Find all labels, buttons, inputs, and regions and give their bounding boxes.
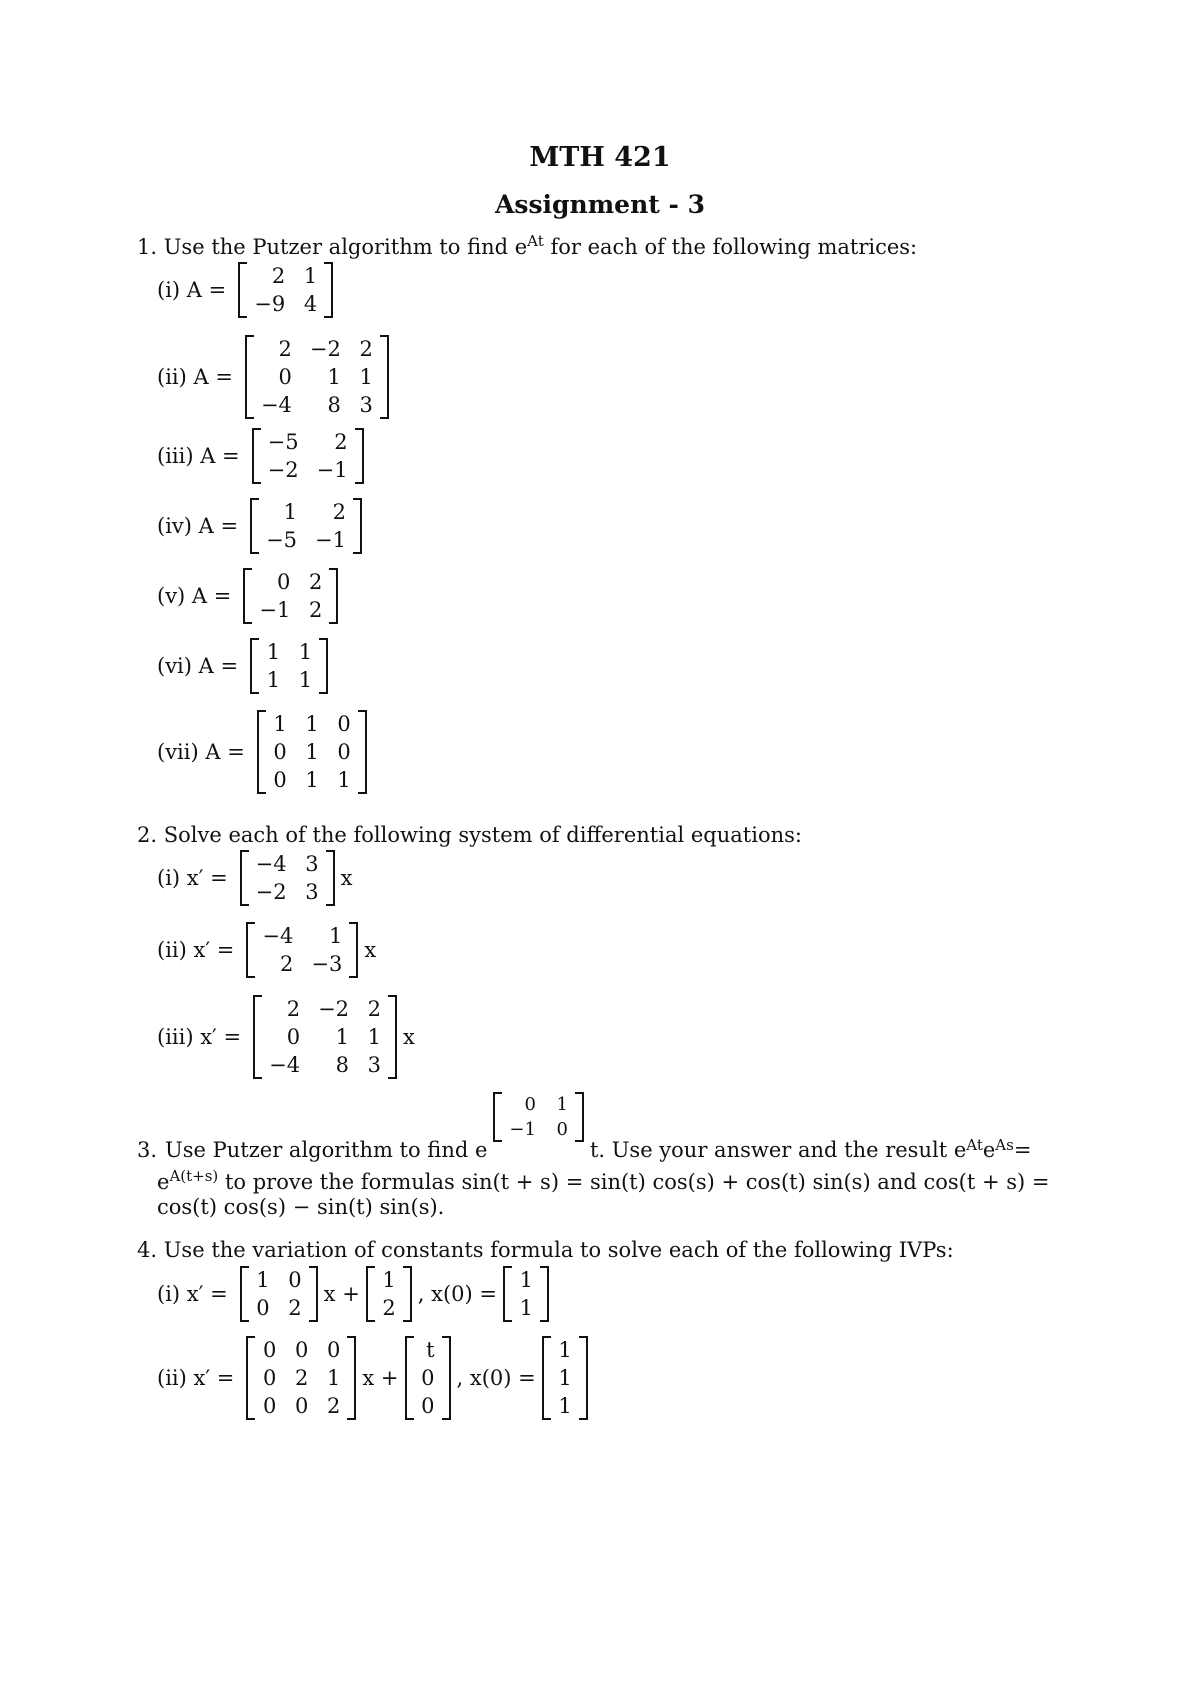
matrix-entry: −2 bbox=[318, 997, 350, 1021]
problem-4-item bbox=[157, 1336, 594, 1420]
problem-1-item bbox=[157, 262, 339, 318]
matrix-entry: 2 bbox=[308, 598, 323, 622]
matrix-entry: 1 bbox=[328, 924, 343, 948]
matrix-entry: −5 bbox=[267, 430, 299, 454]
problem-text: Use the Putzer algorithm to find e bbox=[163, 235, 528, 259]
initial-condition: , x(0) = bbox=[456, 1366, 536, 1390]
matrix-entry: 1 bbox=[367, 1025, 382, 1049]
item-label: (v) A = bbox=[157, 584, 232, 608]
item-label: (ii) A = bbox=[157, 365, 233, 389]
problem-2-item bbox=[157, 850, 352, 906]
matrix-entry: 1 bbox=[283, 500, 298, 524]
item-label: (i) x′ = bbox=[157, 1282, 228, 1306]
matrix-entry: 0 bbox=[286, 1025, 301, 1049]
matrix-entry: 0 bbox=[337, 712, 351, 736]
vector-x: x bbox=[340, 866, 353, 890]
matrix-entry: −4 bbox=[260, 393, 292, 417]
matrix-entry: 1 bbox=[558, 1394, 572, 1418]
matrix-entry: 0 bbox=[273, 740, 287, 764]
matrix-entry: 1 bbox=[335, 1025, 350, 1049]
exponent: At bbox=[527, 232, 544, 250]
item-label: (iv) A = bbox=[157, 514, 239, 538]
problem-text: = bbox=[1013, 1138, 1032, 1162]
problem-text: Use the variation of constants formula to solve each of the following IVPs: bbox=[163, 1238, 954, 1262]
initial-vector bbox=[542, 1336, 588, 1420]
matrix-entry: 0 bbox=[337, 740, 351, 764]
matrix-entry: 0 bbox=[327, 1338, 341, 1362]
problem-text: e bbox=[157, 1170, 170, 1194]
matrix bbox=[250, 638, 328, 694]
problem-2-item bbox=[157, 995, 415, 1079]
matrix-entry: 0 bbox=[295, 1338, 309, 1362]
problem-text: Use Putzer algorithm to find e bbox=[165, 1138, 488, 1162]
matrix-entry: 2 bbox=[308, 570, 323, 594]
course-title: MTH 421 bbox=[529, 142, 671, 173]
matrix-entry: 2 bbox=[327, 1394, 341, 1418]
matrix-entry: 8 bbox=[335, 1053, 350, 1077]
item-label: (iii) A = bbox=[157, 444, 240, 468]
matrix-entry: −2 bbox=[309, 337, 341, 361]
problem-number: 3. bbox=[137, 1138, 158, 1162]
matrix-entry: 3 bbox=[305, 852, 319, 876]
matrix-entry: 1 bbox=[556, 1094, 568, 1115]
matrix-entry: 1 bbox=[266, 640, 281, 664]
item-label: (iii) x′ = bbox=[157, 1025, 242, 1049]
problem-text: Solve each of the following system of differential equations: bbox=[163, 823, 802, 847]
vector-x: x bbox=[403, 1025, 415, 1049]
matrix-entry: 4 bbox=[303, 292, 318, 316]
matrix bbox=[245, 335, 389, 419]
matrix-entry: −4 bbox=[269, 1053, 301, 1077]
matrix-entry: 1 bbox=[305, 740, 319, 764]
problem-2-statement bbox=[137, 823, 802, 847]
matrix bbox=[250, 498, 362, 554]
problem-3-statement bbox=[137, 1094, 1032, 1162]
matrix-entry: −1 bbox=[259, 598, 291, 622]
problem-1-statement bbox=[137, 232, 917, 259]
matrix-entry: 0 bbox=[263, 1366, 277, 1390]
matrix bbox=[252, 428, 364, 484]
matrix-entry: 2 bbox=[271, 264, 286, 288]
matrix-entry: −1 bbox=[509, 1119, 536, 1140]
matrix-entry: −1 bbox=[316, 458, 348, 482]
exponent: At bbox=[966, 1136, 983, 1154]
matrix-entry: 8 bbox=[327, 393, 341, 417]
matrix-entry: 2 bbox=[334, 430, 348, 454]
matrix-entry: −2 bbox=[255, 880, 287, 904]
problem-1-item bbox=[157, 498, 368, 554]
matrix bbox=[243, 568, 338, 624]
problem-1-item bbox=[157, 638, 334, 694]
matrix-entry: 0 bbox=[278, 365, 292, 389]
exponent: A(t+s) bbox=[169, 1167, 219, 1185]
forcing-vector bbox=[405, 1336, 451, 1420]
exponent-matrix bbox=[493, 1092, 584, 1142]
problem-number: 4. bbox=[137, 1238, 158, 1262]
matrix-entry: 2 bbox=[286, 997, 301, 1021]
item-label: (i) x′ = bbox=[157, 866, 228, 890]
matrix bbox=[240, 1266, 318, 1322]
initial-condition: , x(0) = bbox=[417, 1282, 498, 1306]
matrix-entry: 2 bbox=[382, 1296, 396, 1320]
matrix-entry: 1 bbox=[298, 668, 313, 692]
matrix bbox=[246, 1336, 356, 1420]
matrix-entry: 1 bbox=[327, 365, 341, 389]
initial-vector bbox=[503, 1266, 549, 1322]
matrix-entry: −9 bbox=[254, 292, 286, 316]
problem-4-statement bbox=[137, 1238, 954, 1262]
matrix-entry: 3 bbox=[359, 393, 373, 417]
matrix bbox=[240, 850, 335, 906]
matrix bbox=[238, 262, 333, 318]
problem-text: for each of the following matrices: bbox=[543, 235, 918, 259]
problem-1-item bbox=[157, 335, 395, 419]
problem-3-line-3: cos(t) cos(s) − sin(t) sin(s). bbox=[157, 1195, 445, 1219]
matrix-entry: −3 bbox=[311, 952, 343, 976]
matrix-entry: 2 bbox=[279, 952, 294, 976]
matrix-entry: 0 bbox=[256, 1296, 270, 1320]
matrix-entry: 0 bbox=[288, 1268, 302, 1292]
vector-x: x bbox=[364, 938, 377, 962]
plus-term: x + bbox=[362, 1366, 399, 1390]
matrix-entry: 0 bbox=[524, 1094, 536, 1115]
matrix-entry: 3 bbox=[305, 880, 319, 904]
matrix-entry: 1 bbox=[519, 1268, 534, 1292]
matrix-entry: 0 bbox=[295, 1394, 309, 1418]
matrix-entry: 2 bbox=[295, 1366, 309, 1390]
matrix-entry: 1 bbox=[558, 1338, 572, 1362]
matrix-entry: 0 bbox=[276, 570, 291, 594]
problem-4-item bbox=[157, 1266, 555, 1322]
matrix-entry: 1 bbox=[273, 712, 287, 736]
matrix-entry: 0 bbox=[273, 768, 287, 792]
exponent-matrix bbox=[487, 1092, 590, 1142]
matrix-entry: 2 bbox=[332, 500, 347, 524]
matrix-entry: 1 bbox=[519, 1296, 534, 1320]
matrix-entry: 1 bbox=[266, 668, 281, 692]
assignment-title: Assignment - 3 bbox=[495, 190, 705, 219]
matrix-entry: 1 bbox=[382, 1268, 396, 1292]
problem-1-item bbox=[157, 428, 370, 484]
problem-text: e bbox=[982, 1138, 996, 1162]
matrix-entry: 0 bbox=[556, 1119, 568, 1140]
matrix bbox=[257, 710, 367, 794]
matrix bbox=[246, 922, 358, 978]
problem-1-item bbox=[157, 568, 344, 624]
matrix-entry: 1 bbox=[359, 365, 373, 389]
matrix-entry: −4 bbox=[262, 924, 294, 948]
matrix-entry: 0 bbox=[421, 1366, 435, 1390]
matrix-entry: 2 bbox=[288, 1296, 302, 1320]
matrix-entry: 1 bbox=[256, 1268, 270, 1292]
problem-number: 2. bbox=[137, 823, 158, 847]
matrix-entry: 1 bbox=[558, 1366, 572, 1390]
matrix-entry: −1 bbox=[315, 528, 347, 552]
item-label: (vi) A = bbox=[157, 654, 239, 678]
matrix-entry: 1 bbox=[305, 768, 319, 792]
matrix-entry: 1 bbox=[303, 264, 318, 288]
matrix-entry: −4 bbox=[255, 852, 287, 876]
matrix bbox=[253, 995, 397, 1079]
forcing-vector bbox=[366, 1266, 412, 1322]
problem-number: 1. bbox=[137, 235, 158, 259]
matrix-entry: −2 bbox=[267, 458, 299, 482]
exponent: As bbox=[995, 1136, 1014, 1154]
item-label: (ii) x′ = bbox=[157, 1366, 235, 1390]
plus-term: x + bbox=[323, 1282, 360, 1306]
matrix-entry: 1 bbox=[305, 712, 319, 736]
problem-text: t. Use your answer and the result e bbox=[589, 1138, 967, 1162]
matrix-entry: t bbox=[426, 1338, 435, 1362]
matrix-entry: 3 bbox=[367, 1053, 382, 1077]
matrix-entry: 1 bbox=[298, 640, 313, 664]
item-label: (ii) x′ = bbox=[157, 938, 235, 962]
problem-1-item bbox=[157, 710, 373, 794]
problem-text: to prove the formulas sin(t + s) = sin(t) cos(s) + cos(t) sin(s) and cos(t + s) = bbox=[218, 1170, 1050, 1194]
matrix-entry: 2 bbox=[278, 337, 292, 361]
matrix-entry: 0 bbox=[263, 1394, 277, 1418]
matrix-entry: 1 bbox=[337, 768, 351, 792]
item-label: (vii) A = bbox=[157, 740, 245, 764]
matrix-entry: 0 bbox=[263, 1338, 277, 1362]
problem-2-item bbox=[157, 922, 376, 978]
matrix-entry: −5 bbox=[266, 528, 298, 552]
matrix-entry: 1 bbox=[327, 1366, 341, 1390]
matrix-entry: 2 bbox=[367, 997, 382, 1021]
item-label: (i) A = bbox=[157, 278, 227, 302]
matrix-entry: 0 bbox=[421, 1394, 435, 1418]
problem-3-line-2 bbox=[157, 1167, 1049, 1194]
matrix-entry: 2 bbox=[359, 337, 373, 361]
